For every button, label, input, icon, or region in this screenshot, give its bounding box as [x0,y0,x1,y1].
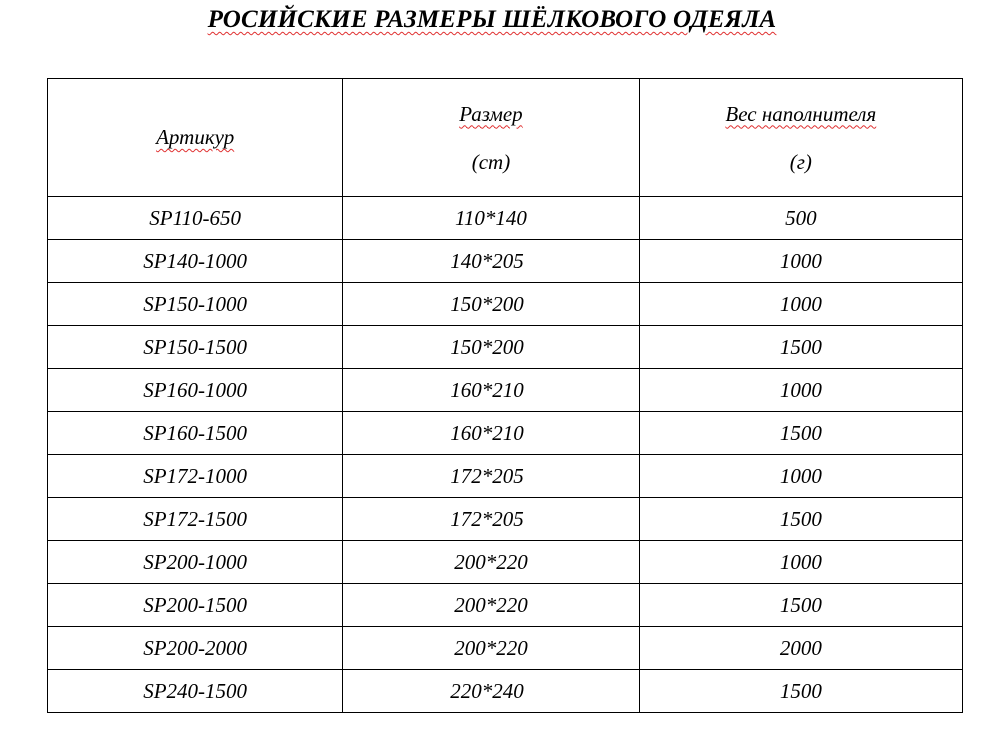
cell-article: SP200-2000 [48,627,343,670]
cell-size: 160*210 [343,412,639,455]
cell-size: 110*140 [343,197,639,240]
cell-size: 150*200 [343,283,639,326]
table-row [48,670,963,713]
header-size [343,79,639,197]
table-body [48,197,963,713]
table-row [48,283,963,326]
table-row [48,627,963,670]
cell-weight: 1500 [639,326,962,369]
cell-size: 200*220 [343,541,639,584]
header-weight [639,79,962,197]
table-row [48,326,963,369]
header-size-unit: (cm) [471,149,511,174]
cell-size: 150*200 [343,326,639,369]
cell-size: 200*220 [343,627,639,670]
header-size-label: Размер [459,101,523,126]
cell-weight: 2000 [639,627,962,670]
table-row [48,541,963,584]
cell-size: 220*240 [343,670,639,713]
table-row [48,455,963,498]
cell-weight: 500 [639,197,962,240]
cell-article: SP150-1500 [48,326,343,369]
table-row [48,584,963,627]
cell-article: SP172-1500 [48,498,343,541]
cell-article: SP150-1000 [48,283,343,326]
cell-weight: 1500 [639,498,962,541]
header-weight-unit: (г) [789,149,812,174]
document-title [0,6,984,34]
cell-weight: 1000 [639,283,962,326]
cell-size: 172*205 [343,498,639,541]
cell-article: SP160-1500 [48,412,343,455]
cell-weight: 1000 [639,369,962,412]
table-row [48,240,963,283]
table-row [48,197,963,240]
document-title-text: РОСИЙСКИЕ РАЗМЕРЫ ШЁЛКОВОГО ОДЕЯЛА [207,6,777,33]
cell-size: 172*205 [343,455,639,498]
cell-article: SP172-1000 [48,455,343,498]
cell-weight: 1500 [639,584,962,627]
header-article [48,79,343,197]
table-row [48,412,963,455]
cell-weight: 1500 [639,670,962,713]
cell-weight: 1000 [639,541,962,584]
cell-weight: 1000 [639,455,962,498]
header-weight-label: Вес наполнителя [725,101,877,126]
table-row [48,369,963,412]
cell-size: 140*205 [343,240,639,283]
cell-weight: 1500 [639,412,962,455]
cell-article: SP200-1000 [48,541,343,584]
cell-article: SP110-650 [48,197,343,240]
size-table [47,78,963,713]
cell-size: 160*210 [343,369,639,412]
cell-weight: 1000 [639,240,962,283]
cell-article: SP240-1500 [48,670,343,713]
table-row [48,498,963,541]
table-header-row [48,79,963,197]
cell-article: SP160-1000 [48,369,343,412]
cell-article: SP200-1500 [48,584,343,627]
cell-size: 200*220 [343,584,639,627]
cell-article: SP140-1000 [48,240,343,283]
header-article-label: Артикур [156,125,235,149]
